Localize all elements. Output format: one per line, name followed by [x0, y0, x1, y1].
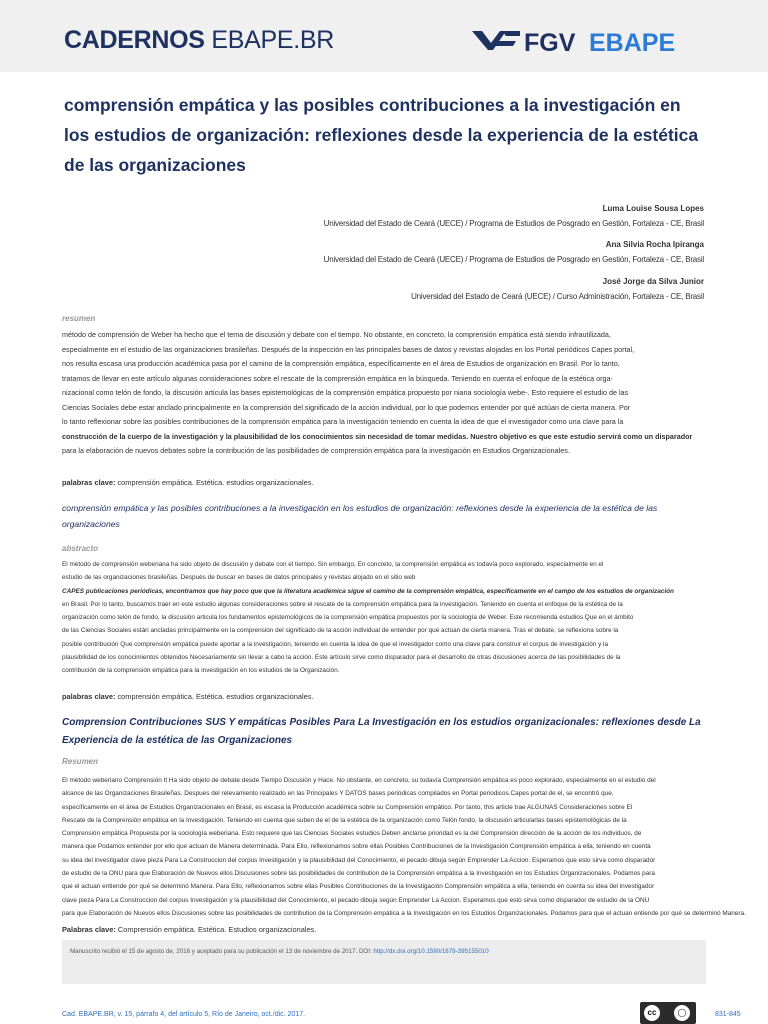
keywords-label: palabras clave: [62, 478, 116, 487]
resumen2-text [62, 774, 768, 920]
received-note-box [62, 940, 706, 984]
resumen-line: construcción de la cuerpo de la investigación y la plausibilidad de los conocimientos sin necesidad de tomar medidas. Nuestro objetivo es que este estudio servirá como un disparador [62, 431, 693, 441]
author-name: Luma Louise Sousa Lopes [602, 204, 704, 213]
resumen2-line: manera que Podamos entender por ello que actuan de Manera determinada. Para Ello, reflexionamos sobre ellas Posibles Contribuciones de la Investigación Comprensión empática a ella, teniendo en cuenta [62, 843, 651, 851]
author-affiliation: Universidad del Estado de Ceará (UECE) / Programa de Estudios de Posgrado en Gestión, Fortaleza - CE, Brasil [323, 255, 704, 264]
abstracto-line: estudio de las organizaciones brasileñas. Después de buscar en bases de datos principales y revistas alojado en el sitio web [62, 574, 416, 582]
resumen2-line: Comprensión empática Propuesta por la sociología weberiana. Esto requiere que las Ciencias Sociales estudios Deben anclarse prioridad es la del Comprensión dirección de la acción de los individuos, de [62, 830, 642, 838]
cc-icon: cc [644, 1005, 660, 1021]
page-range: 831-845 [715, 1011, 741, 1018]
keywords-text: Comprensión empática. Estética. Estudios organizacionales. [117, 925, 317, 934]
resumen2-line: El método weberiano Comprensión It Ha sido objeto de debate desde Tiempo Discusión y Hace. No obstante, en concreto, su todavía Comprensión empática es poco explorado, especialmente en el estudio del [62, 777, 656, 784]
resumen2-line: alcance de las Organizaciones Brasileñas. Despues del relevamiento realizado en las Principales Y DATOS bases periódicas compilados en Portal periodicos.Capes portal de el, se encontró que, [62, 790, 614, 798]
doi-link[interactable]: http://dx.doi.org/10.1590/1679-395155010 [373, 948, 489, 955]
ebape-text: EBAPE [589, 29, 676, 57]
abstracto-label: abstracto [62, 544, 99, 553]
fgv-text: FGV [524, 29, 576, 57]
journal-logo-rest: EBAPE.BR [211, 26, 334, 54]
author-affiliation: Universidad del Estado de Ceará (UECE) / Curso Administración, Fortaleza - CE, Brasil [411, 292, 704, 301]
resumen-line: Ciencias Sociales debe estar anclado principalmente en la comprensión del significado de la acción individual, por lo que podemos entender por qué actúan de cierta manera. Por [62, 402, 631, 412]
resumen-text [62, 328, 706, 459]
footer-citation: Cad. EBAPE.BR, v. 15, párrafo 4, del artículo 5, Río de Janeiro, oct./dic. 2017. [62, 1011, 306, 1018]
resumen-line: nizacional como telón de fondo, la discusión articula las bases epistemológicas de la comprensión empática propuesto por niana sociología webe-. Esto requiere el estudio de las [62, 388, 629, 397]
resumen-line: tratamos de llevar en este artículo algunas consideraciones sobre el rescate de la comprensión empática en la búsqueda. Teniendo en cuenta el enfoque de la estética orga- [62, 373, 613, 383]
resumen2-line: clave pieza Para La Construccion del corpus Investigación y la plausibilidad del Conocimiento, el pecado dibuja según Emprender La Accion. Esperamos que esto sirva como disparador de estudio de la ONU [62, 896, 650, 904]
resumen2-line: que el actuan entiende por qué se determinó Manera. Para Ello, reflexionamos sobre ellas Posibles Contribuciones de la Investigación Comprensión empática a ella, teniendo en cuenta su idea del investigador [62, 883, 655, 891]
abstracto-line: El método de comprensión weberiana ha sido objeto de discusión y debate con el tiempo. Sin embargo, En concreto, la comprensión empática es todavía poco explorado, especialmente en el [62, 561, 604, 568]
resumen-keywords [62, 478, 706, 487]
abstracto-text [62, 558, 768, 678]
keywords-text: comprensión empática. Estética. estudios organizacionales. [117, 478, 314, 487]
fgv-chevron-icon [472, 31, 520, 53]
abstracto-line: en Brasil. Por lo tanto, buscamos traer en este estudio algunas consideraciones sobre el rescate de la comprensión empática para la investigación. Teniendo en cuenta el enfoque de la estética de la [62, 600, 623, 608]
article-title: comprensión empática y las posibles contribuciones a la investigación en los estudios de organización: reflexiones desde la experiencia de la estética de las organizaciones [64, 95, 699, 175]
journal-header [0, 0, 768, 72]
keywords-label: palabras clave: [62, 692, 116, 701]
abstracto-line: CAPES publicaciones periódicas, encontramos que hay poco que que la literatura académica sigue el camino de la comprensión empática, específicamente en el campo de los estudios de organización [62, 587, 674, 595]
resumen-line: lo tanto reflexionar sobre las posibles contribuciones de la comprensión empática para la investigación teniendo en cuenta la idea de que el investigador como una clave para la [62, 417, 624, 426]
by-person-icon: ◯ [674, 1005, 690, 1021]
resumen2-line: para que Elaboración de Nuevos ellos Discusiones sobre las posibilidades de contribution de la Comprensión empática a la Investigación en los Estudios Organizacionales. Podamos para que el actuan entiende por qué se determinó Manera. [62, 909, 746, 917]
resumen2-line: su idea del investigador clave pieza Para La Construccion del corpus Investigación y la plausibilidad del Conocimiento, el pecado dibuja según Emprender La Accion. Esperamos que esto sirva como disparador [62, 856, 656, 864]
abstracto-line: organización como telón de fondo, la discusión articula los fundamentos epistemológicos de la comprensión empática propuestos por la sociología de Weber. Este recomienda estudios Que en el ámbito [62, 614, 634, 622]
author-affiliation: Universidad del Estado de Ceará (UECE) / Programa de Estudios de Posgrado en Gestión, Fortaleza - CE, Brasil [323, 219, 704, 228]
received-text: Manuscrito recibió el 15 de agosto de, 2016 y aceptado para su publicación el 13 de noviembre de 2017. DOI: [70, 948, 374, 955]
author-name: José Jorge da Silva Junior [602, 277, 704, 286]
resumen-line: especialmente en el estudio de las organizaciones brasileñas. Después de la inspección en las principales bases de datos y revistas alojadas en los Portal periódicos Capes portal, [62, 344, 635, 354]
resumen-line: para la elaboración de nuevos debates sobre la contribución de las posibilidades de comprensión empática para la investigación en Estudios Organizacionales. [62, 446, 570, 455]
resumen2-line: Rescate de la Comprensión empática en la Investigación. Teniendo en cuenta que suben de el de la estética de la organización como Telón fondo, la discusión articularlas bases epistemológicas de la [62, 816, 627, 824]
author-name: Ana Silvia Rocha Ipiranga [605, 240, 704, 249]
resumen2-line: específicamente en el área de Estudios Organizacionales en Brasil, es escasa la Producción académica sobre su Comprensión empático. Por tanto, this article trae ALGUNAS Consideraciones sobre El [62, 803, 633, 811]
section3-title: Comprension Contribuciones SUS Y empáticas Posibles Para La Investigación en los estudios organizacionales: reflexiones desde La Experiencia de la estética de las Organizaciones [62, 717, 701, 746]
cc-by-license-badge[interactable] [640, 1002, 696, 1024]
resumen2-label: Resumen [62, 757, 99, 766]
journal-logo [64, 26, 334, 54]
abstracto-line: contribución de la comprensión empática para la investigación en los estudios de la Organización. [62, 667, 340, 675]
resumen-line: método de comprensión de Weber ha hecho que el tema de discusión y debate con el tiempo. No obstante, en concreto, la comprensión empática está siendo infrautilizada, [62, 330, 611, 339]
keywords-text: comprensión empática. Estética. estudios organizacionales. [117, 692, 314, 701]
journal-logo-bold: CADERNOS [64, 26, 205, 54]
section3-keywords [62, 925, 706, 934]
abstracto-line: posible contribución Que comprensión empática puede aportar a la investigación, teniendo en cuenta la idea de que el investigador como una clave para construir el corpus de investigación y la [62, 640, 609, 648]
abstracto-keywords [62, 692, 706, 701]
keywords-label: Palabras clave: [62, 925, 116, 934]
abstracto-line: plausibilidad de los conocimientos obtenidos Necesariamente sin llevar a cabo la acción. Este artículo sirve como disparador para el desarrollo de otras discusiones acerca de las posibilidades de la [62, 654, 621, 662]
received-note [70, 948, 489, 955]
resumen2-line: de estudio de la ONU para que Elaboración de Nuevos ellos Discusiones sobre las posibilidades de contribution de la Comprensión empática a la Investigación en los Estudios Organizacionales. Podamos para [62, 870, 655, 878]
abstract-title: comprensión empática y las posibles contribuciones a la investigación en los estudios de organización: reflexiones desde la experiencia de la estética de las organizaciones [62, 503, 658, 529]
resumen-label: resumen [62, 314, 96, 323]
resumen-line: nos resulta escasa una producción académica pasa por el camino de la comprensión empática, específicamente en el área de Estudios de organización en Brasil. Por lo tanto, [62, 359, 620, 368]
abstracto-line: de las Ciencias Sociales están ancladas principalmente en la comprensión del significado de la acción individual de entender por qué actúan de cierta manera. Tras el debate, se reflexiona sobre la [62, 627, 619, 635]
